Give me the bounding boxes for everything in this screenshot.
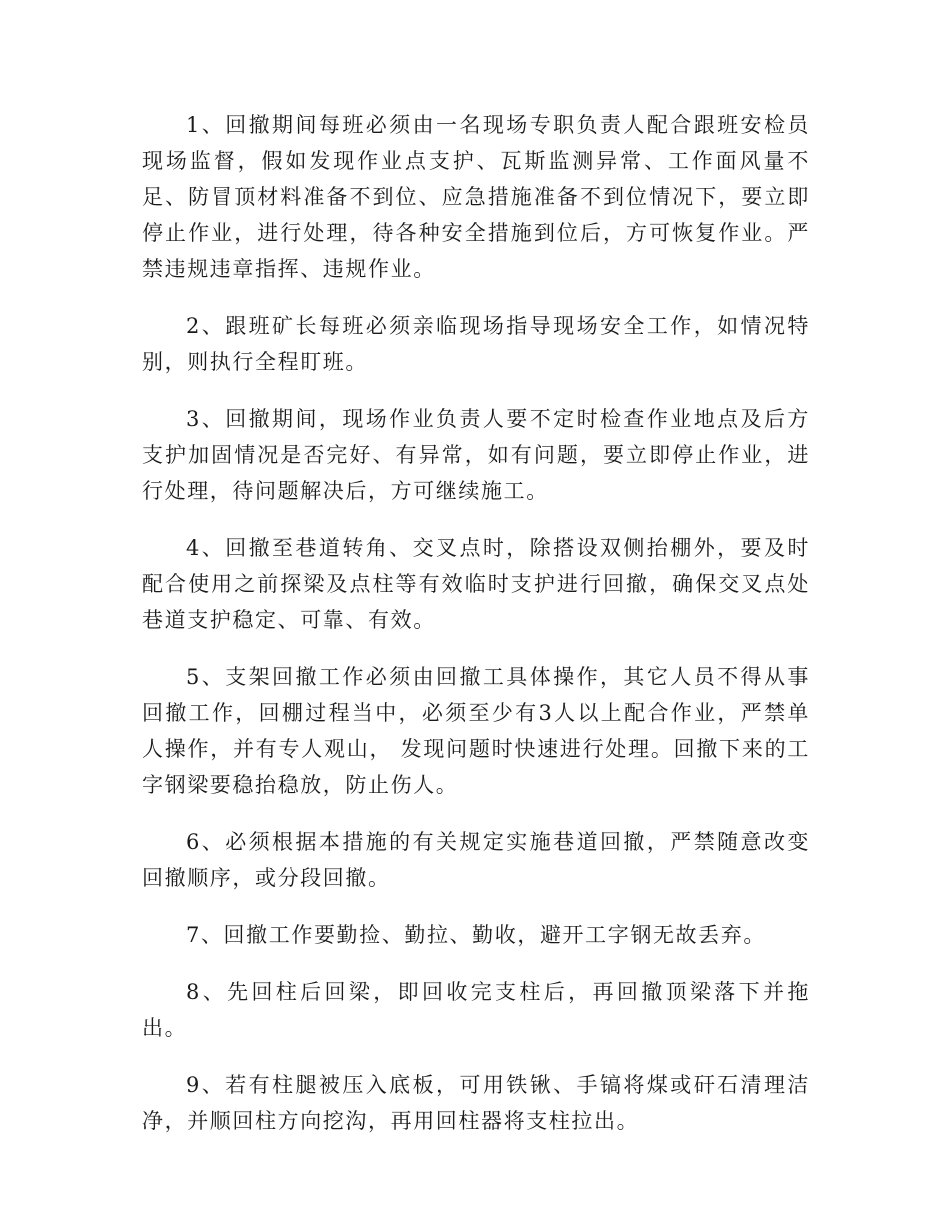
paragraph-7: 7、回撤工作要勤捡、勤拉、勤收，避开工字钢无故丢弃。 [186, 923, 766, 947]
paragraph-8: 8、先回柱后回梁，即回收完支柱后，再回撤顶梁落下并拖出。 [142, 980, 810, 1040]
paragraph-2: 2、跟班矿长每班必须亲临现场指导现场安全工作，如情况特别，则执行全程盯班。 [142, 314, 810, 374]
paragraph-6: 6、必须根据本措施的有关规定实施巷道回撤，严禁随意改变回撤顺序，或分段回撤。 [142, 830, 810, 890]
paragraph-9: 9、若有柱腿被压入底板，可用铁锹、手镐将煤或矸石清理洁净，并顺回柱方向挖沟，再用回柱器将支柱拉出。 [142, 1073, 810, 1133]
paragraph-4: 4、回撤至巷道转角、交叉点时，除搭设双侧抬棚外，要及时配合使用之前探梁及点柱等有效临时支护进行回撤，确保交叉点处巷道支护稳定、可靠、有效。 [142, 536, 810, 632]
paragraph-3: 3、回撤期间，现场作业负责人要不定时检查作业地点及后方支护加固情况是否完好、有异常，如有问题，要立即停止作业，进行处理，待问题解决后，方可继续施工。 [142, 407, 810, 503]
paragraph-1: 1、回撤期间每班必须由一名现场专职负责人配合跟班安检员现场监督，假如发现作业点支护、瓦斯监测异常、工作面风量不足、防冒顶材料准备不到位、应急措施准备不到位情况下，要立即停止作业，进行处理，待各种安全措施到位后，方可恢复作业。严禁违规违章指挥、违规作业。 [142, 113, 810, 281]
paragraph-5: 5、支架回撤工作必须由回撤工具体操作，其它人员不得从事回撤工作，回棚过程当中，必须至少有3人以上配合作业，严禁单人操作，并有专人观山， 发现问题时快速进行处理。回撤下来的工字钢梁要稳抬稳放，防止伤人。 [142, 665, 810, 797]
document-body [142, 107, 810, 1160]
